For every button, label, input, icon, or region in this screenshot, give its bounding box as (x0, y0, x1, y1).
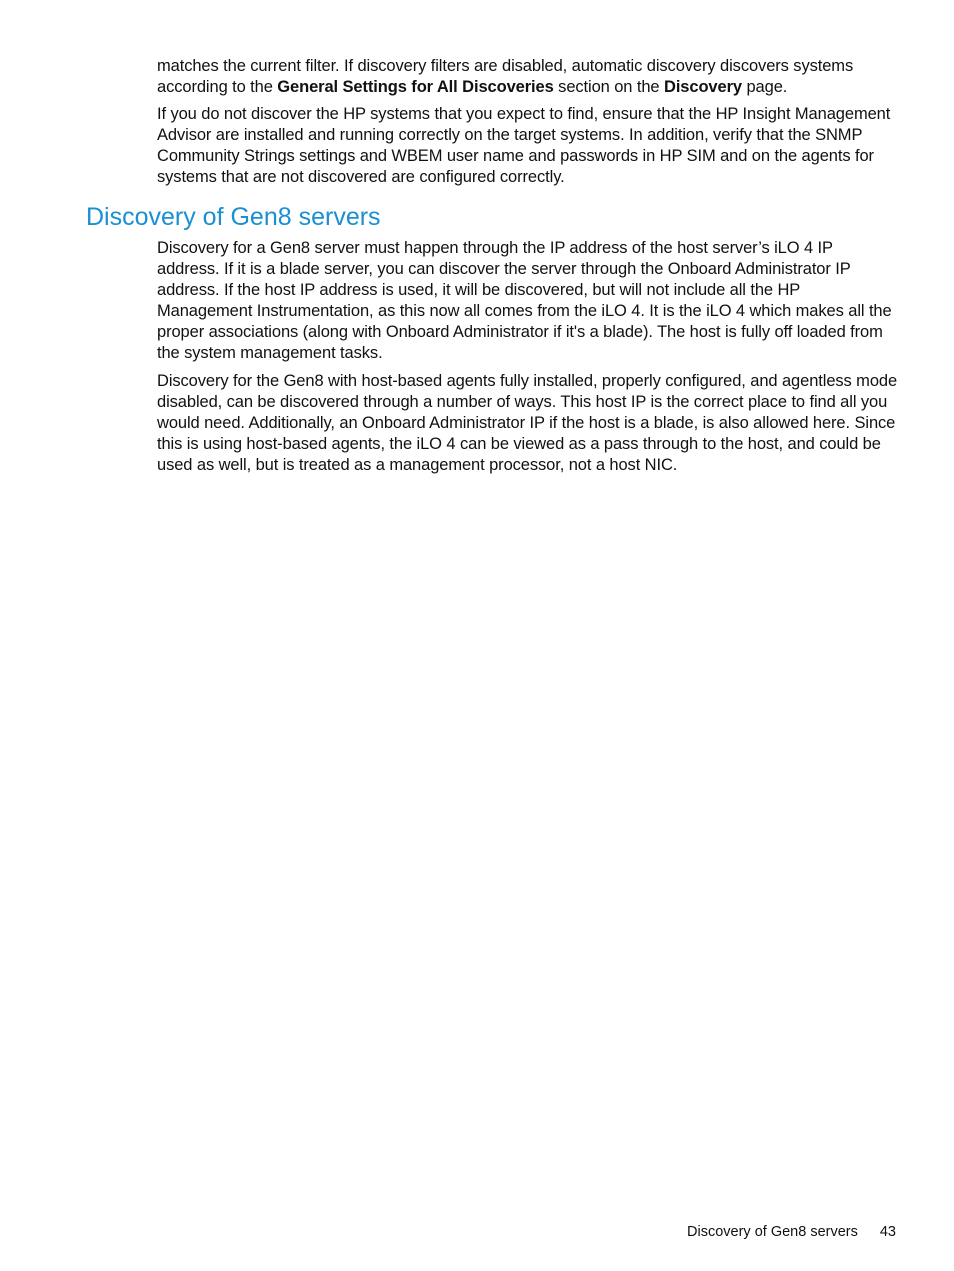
section-heading: Discovery of Gen8 servers (86, 203, 381, 231)
footer-section-title: Discovery of Gen8 servers (687, 1224, 858, 1240)
page-number: 43 (879, 1224, 896, 1240)
paragraph-text: page. (741, 78, 788, 96)
paragraph-gen8-host-agents: Discovery for the Gen8 with host-based agents fully installed, properly configured, and agentless mode disabled, can be discovered through a number of ways. This host IP is the correct place to find all you would need. Additionally, an Onboard Administrator IP if the host is a blade, is also allowed here. Since this is using host-based agents, the iLO 4 can be viewed as a pass through to the host, and could be used as well, but is treated as a management processor, not a host NIC. (157, 372, 898, 474)
paragraph-troubleshooting: If you do not discover the HP systems that you expect to find, ensure that the HP Insight Management Advisor are installed and running correctly on the target systems. In addition, verify that the SNMP Community Strings settings and WBEM user name and passwords in HP SIM and on the agents for systems that are not discovered are configured correctly. (157, 105, 891, 186)
bold-term-general-settings: General Settings for All Discoveries (277, 78, 554, 96)
paragraph-text: matches the current filter. If discovery filters are disabled, automatic discovery discovers systems according to the (157, 57, 854, 96)
page-footer (687, 1222, 896, 1242)
bold-term-discovery: Discovery (664, 78, 742, 96)
paragraph-text: section on the (553, 78, 664, 96)
paragraph-filter-continuation (157, 56, 899, 98)
paragraph-gen8-ilo-discovery: Discovery for a Gen8 server must happen through the IP address of the host server’s iLO 4 IP address. If it is a blade server, you can discover the server through the Onboard Administrator IP address. If the host IP address is used, it will be discovered, but will not include all the HP Management Instrumentation, as this now all comes from the iLO 4. It is the iLO 4 which makes all the proper associations (along with Onboard Administrator if it's a blade). The host is fully off loaded from the system management tasks. (157, 239, 892, 362)
